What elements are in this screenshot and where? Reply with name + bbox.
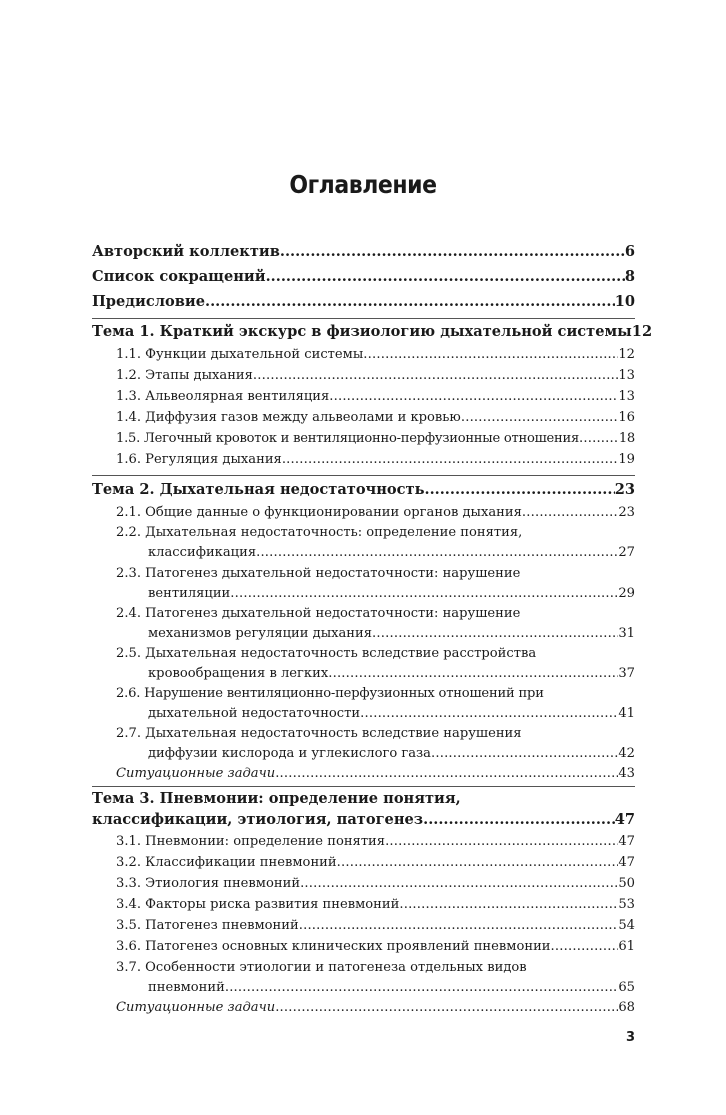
toc-entry-title: кровообращения в легких bbox=[148, 666, 329, 681]
toc-entry-2-tasks[interactable] bbox=[116, 766, 635, 781]
toc-entry-topic-3[interactable] bbox=[92, 811, 635, 828]
page-number: 3 bbox=[625, 1030, 635, 1045]
toc-entry-2-7-line1: 2.7. Дыхательная недостаточность вследствие нарушения bbox=[116, 726, 522, 741]
toc-entry-page: 13 bbox=[618, 389, 635, 404]
toc-entry-2-3-line1: 2.3. Патогенез дыхательной недостаточности: нарушение bbox=[116, 566, 521, 581]
toc-entry-title: 1.6. Регуляция дыхания bbox=[116, 452, 282, 467]
toc-entry-title: Предисловие bbox=[92, 293, 205, 310]
toc-entry-title: 1.1. Функции дыхательной системы bbox=[116, 347, 364, 362]
toc-entry-3-7-line1: 3.7. Особенности этиологии и патогенеза отдельных видов bbox=[116, 960, 527, 975]
toc-entry-title: Тема 2. Дыхательная недостаточность bbox=[92, 481, 425, 498]
toc-entry-page: 41 bbox=[618, 706, 635, 721]
toc-entry-2-6[interactable] bbox=[148, 706, 635, 721]
page-title: Оглавление bbox=[289, 170, 437, 199]
toc-entry-page: 50 bbox=[618, 876, 635, 891]
toc-entry-3-7[interactable] bbox=[148, 980, 635, 995]
section-divider bbox=[92, 318, 635, 319]
toc-entry-3-2[interactable] bbox=[116, 855, 635, 870]
toc-entry-title: 1.4. Диффузия газов между альвеолами и кровью bbox=[116, 410, 461, 425]
section-divider bbox=[92, 786, 635, 787]
toc-entry-page: 42 bbox=[618, 746, 635, 761]
toc-entry-page: 10 bbox=[614, 293, 635, 310]
toc-entry-title: 2.1. Общие данные о функционировании органов дыхания bbox=[116, 505, 522, 520]
toc-entry-title: 3.3. Этиология пневмоний bbox=[116, 876, 301, 891]
toc-entry-2-5-line1: 2.5. Дыхательная недостаточность вследствие расстройства bbox=[116, 646, 537, 661]
toc-entry-page: 16 bbox=[618, 410, 635, 425]
toc-entry-title: 3.4. Факторы риска развития пневмоний bbox=[116, 897, 400, 912]
toc-entry-title: 1.3. Альвеолярная вентиляция bbox=[116, 389, 330, 404]
toc-entry-1-4[interactable] bbox=[116, 410, 635, 425]
toc-entry-page: 6 bbox=[624, 243, 635, 260]
toc-entry-abbrev[interactable] bbox=[92, 268, 635, 285]
toc-entry-page: 12 bbox=[631, 323, 653, 340]
toc-entry-topic-3-line1: Тема 3. Пневмонии: определение понятия, bbox=[92, 790, 461, 807]
toc-entry-3-5[interactable] bbox=[116, 918, 635, 933]
toc-entry-page: 37 bbox=[618, 666, 635, 681]
toc-entry-title: Ситуационные задачи bbox=[116, 1000, 276, 1015]
toc-entry-2-2[interactable] bbox=[148, 545, 635, 560]
toc-entry-title: Тема 1. Краткий экскурс в физиологию дыхательной системы bbox=[92, 323, 632, 340]
toc-entry-title: Список сокращений bbox=[92, 268, 266, 285]
toc-entry-page: 19 bbox=[618, 452, 635, 467]
toc-entry-3-tasks[interactable] bbox=[116, 1000, 635, 1015]
toc-entry-2-1[interactable] bbox=[116, 505, 635, 520]
toc-entry-page: 31 bbox=[618, 626, 635, 641]
toc-entry-authors[interactable] bbox=[92, 243, 635, 260]
toc-entry-1-5[interactable] bbox=[116, 431, 635, 446]
toc-entry-title: механизмов регуляции дыхания bbox=[148, 626, 373, 641]
toc-entry-preface[interactable] bbox=[92, 293, 635, 310]
toc-entry-1-6[interactable] bbox=[116, 452, 635, 467]
toc-entry-1-2[interactable] bbox=[116, 368, 635, 383]
toc-entry-page: 54 bbox=[618, 918, 635, 933]
toc-entry-3-3[interactable] bbox=[116, 876, 635, 891]
toc-entry-page: 43 bbox=[618, 766, 635, 781]
toc-entry-title: вентиляции bbox=[148, 586, 231, 601]
toc-entry-3-6[interactable] bbox=[116, 939, 635, 954]
toc-entry-page: 13 bbox=[618, 368, 635, 383]
toc-entry-page: 12 bbox=[618, 347, 635, 362]
toc-entry-title: пневмоний bbox=[148, 980, 225, 995]
toc-entry-3-4[interactable] bbox=[116, 897, 635, 912]
toc-entry-page: 27 bbox=[618, 545, 635, 560]
toc-entry-title: Ситуационные задачи bbox=[116, 766, 276, 781]
toc-entry-title: 3.2. Классификации пневмоний bbox=[116, 855, 337, 870]
toc-entry-page: 53 bbox=[618, 897, 635, 912]
toc-entry-title: классификации, этиология, патогенез bbox=[92, 811, 424, 828]
toc-entry-page: 61 bbox=[618, 939, 635, 954]
toc-entry-title: классификация bbox=[148, 545, 257, 560]
toc-entry-page: 29 bbox=[618, 586, 635, 601]
toc-entry-1-1[interactable] bbox=[116, 347, 635, 362]
toc-entry-topic-1[interactable] bbox=[92, 323, 653, 340]
toc-entry-page: 47 bbox=[618, 834, 635, 849]
toc-entry-page: 47 bbox=[614, 811, 635, 828]
toc-entry-page: 18 bbox=[618, 431, 635, 446]
toc-entry-topic-2[interactable] bbox=[92, 481, 635, 498]
toc-entry-page: 47 bbox=[618, 855, 635, 870]
toc-entry-title: дыхательной недостаточности bbox=[148, 706, 361, 721]
toc-entry-2-5[interactable] bbox=[148, 666, 635, 681]
toc-entry-2-3[interactable] bbox=[148, 586, 635, 601]
toc-entry-title: 3.5. Патогенез пневмоний bbox=[116, 918, 299, 933]
toc-entry-page: 65 bbox=[618, 980, 635, 995]
toc-entry-page: 23 bbox=[614, 481, 635, 498]
toc-entry-2-2-line1: 2.2. Дыхательная недостаточность: определение понятия, bbox=[116, 525, 523, 540]
toc-entry-1-3[interactable] bbox=[116, 389, 635, 404]
toc-entry-title: 3.1. Пневмонии: определение понятия bbox=[116, 834, 386, 849]
toc-entry-title: диффузии кислорода и углекислого газа bbox=[148, 746, 431, 761]
toc-entry-title: Авторский коллектив bbox=[92, 243, 280, 260]
toc-entry-2-4-line1: 2.4. Патогенез дыхательной недостаточности: нарушение bbox=[116, 606, 521, 621]
toc-entry-page: 23 bbox=[618, 505, 635, 520]
toc-entry-2-7[interactable] bbox=[148, 746, 635, 761]
toc-entry-3-1[interactable] bbox=[116, 834, 635, 849]
toc-entry-page: 68 bbox=[618, 1000, 635, 1015]
toc-entry-2-6-line1: 2.6. Нарушение вентиляционно-перфузионных отношений при bbox=[116, 686, 544, 701]
section-divider bbox=[92, 475, 635, 476]
toc-entry-title: 1.2. Этапы дыхания bbox=[116, 368, 253, 383]
toc-entry-title: 1.5. Легочный кровоток и вентиляционно-перфузионные отношения bbox=[116, 431, 579, 446]
toc-entry-title: 3.6. Патогенез основных клинических проявлений пневмонии bbox=[116, 939, 551, 954]
toc-entry-2-4[interactable] bbox=[148, 626, 635, 641]
toc-entry-page: 8 bbox=[624, 268, 635, 285]
